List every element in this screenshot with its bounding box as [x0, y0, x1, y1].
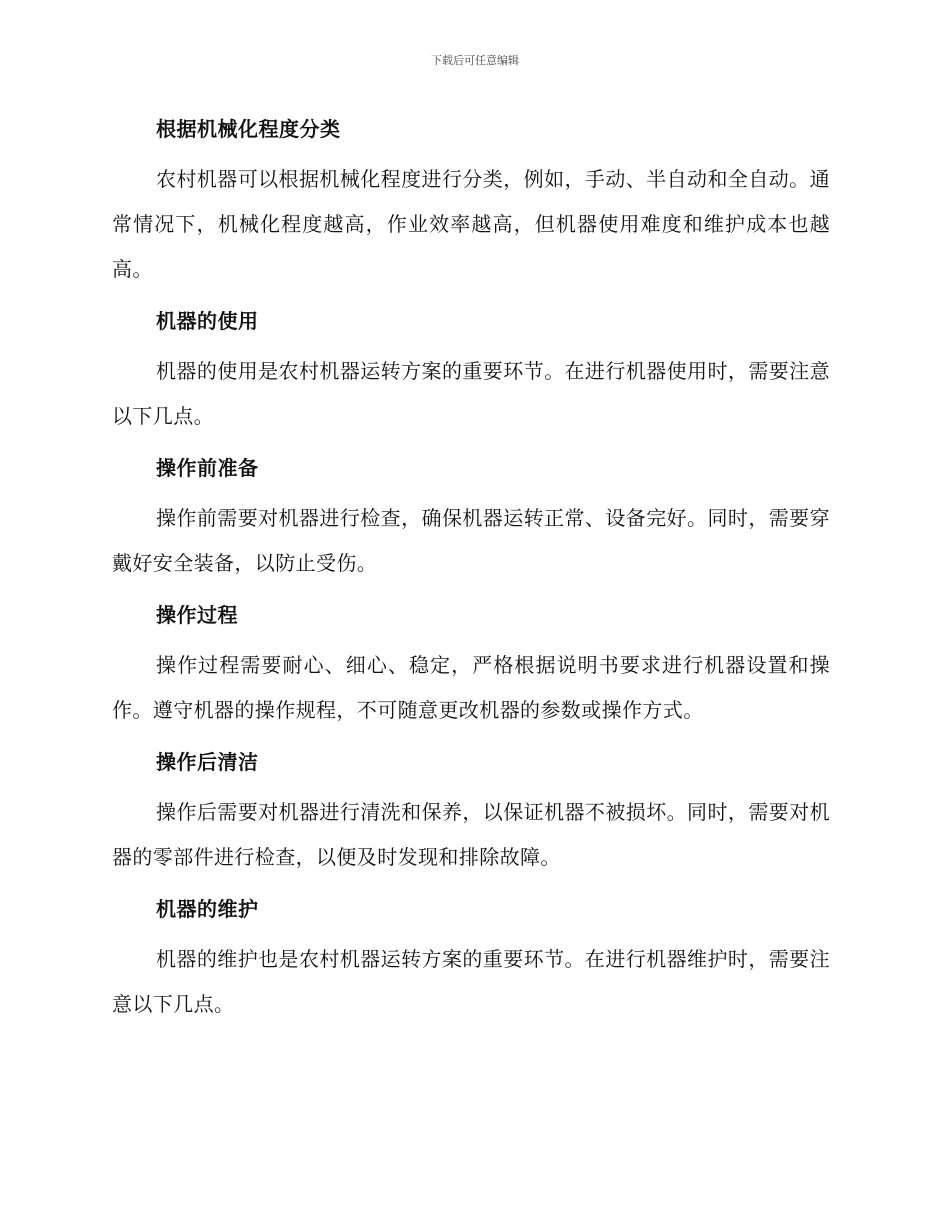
- section-machine-usage: [112, 304, 830, 439]
- section-mechanization-classification: [112, 112, 830, 292]
- section-paragraph: 操作前需要对机器进行检查，确保机器运转正常、设备完好。同时，需要穿戴好安全装备，以防止受伤。: [112, 506, 830, 575]
- section-heading: 根据机械化程度分类: [156, 117, 341, 141]
- section-paragraph: 农村机器可以根据机械化程度进行分类，例如，手动、半自动和全自动。通常情况下，机械化程度越高，作业效率越高，但机器使用难度和维护成本也越高。: [112, 167, 830, 281]
- section-heading: 操作过程: [156, 603, 238, 627]
- section-heading: 机器的维护: [156, 897, 259, 921]
- section-machine-maintenance: [112, 892, 830, 1027]
- section-paragraph: 机器的使用是农村机器运转方案的重要环节。在进行机器使用时，需要注意以下几点。: [112, 359, 830, 428]
- section-heading: 操作后清洁: [156, 750, 259, 774]
- section-paragraph: 操作后需要对机器进行清洗和保养，以保证机器不被损坏。同时，需要对机器的零部件进行检查，以便及时发现和排除故障。: [112, 800, 830, 869]
- section-heading: 操作前准备: [156, 456, 259, 480]
- page-header: 下载后可任意编辑: [431, 54, 519, 67]
- section-heading: 机器的使用: [156, 309, 259, 333]
- section-operation-process: [112, 598, 830, 733]
- section-paragraph: 机器的维护也是农村机器运转方案的重要环节。在进行机器维护时，需要注意以下几点。: [112, 947, 830, 1016]
- section-paragraph: 操作过程需要耐心、细心、稳定，严格根据说明书要求进行机器设置和操作。遵守机器的操作规程，不可随意更改机器的参数或操作方式。: [112, 653, 830, 722]
- section-pre-operation-preparation: [112, 451, 830, 586]
- document-body: [112, 112, 830, 1039]
- section-post-operation-cleaning: [112, 745, 830, 880]
